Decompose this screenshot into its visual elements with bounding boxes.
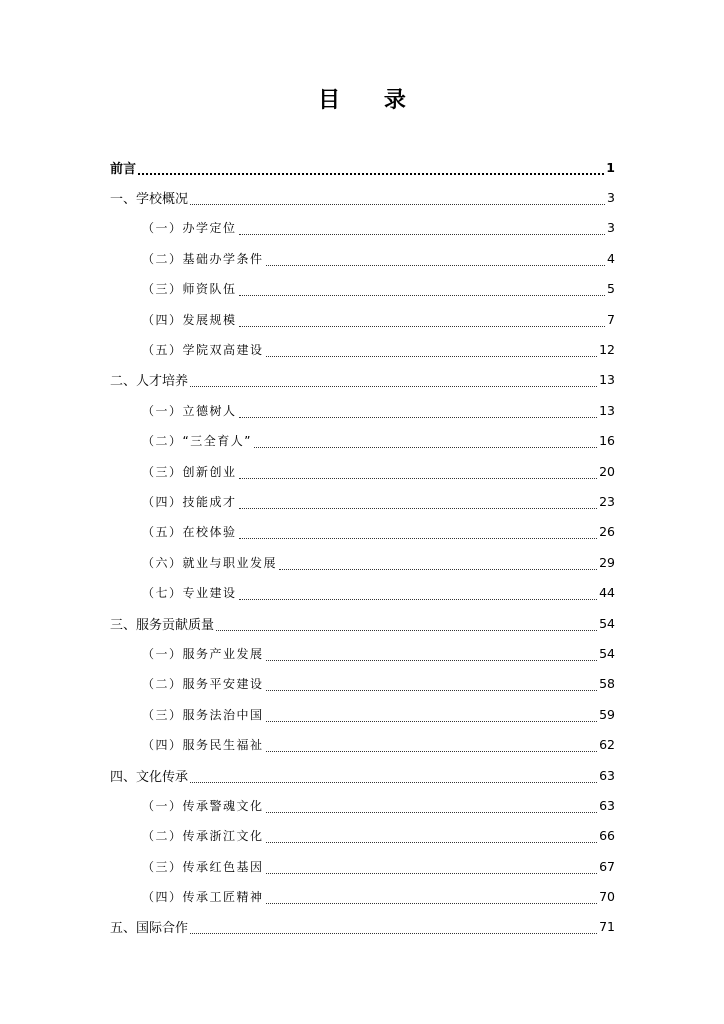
toc-entry-label: （三）创新创业 [142,464,237,479]
toc-entry-page-number: 20 [599,463,615,479]
toc-entry-page-number: 62 [599,737,615,753]
toc-entry-page-number: 29 [599,554,615,570]
toc-entry[interactable] [110,669,615,699]
toc-dot-leader [216,620,597,631]
toc-entry[interactable] [110,152,615,182]
toc-entry-label: （一）传承警魂文化 [142,798,264,813]
toc-entry[interactable] [110,274,615,304]
toc-entry-page-number: 67 [599,858,615,874]
toc-entry[interactable] [110,760,615,790]
toc-dot-leader [279,559,597,570]
toc-dot-leader [138,163,604,175]
toc-entry-label: （四）技能成才 [142,494,237,509]
toc-entry[interactable] [110,213,615,243]
toc-entry-page-number: 16 [599,433,615,449]
toc-entry-label: 五、国际合作 [110,921,189,937]
toc-entry-label: （二）基础办学条件 [142,251,264,266]
toc-dot-leader [239,285,606,296]
page-title: 目 录 [318,88,424,113]
toc-entry-label: 四、文化传承 [110,769,189,785]
toc-entry[interactable] [110,699,615,729]
toc-entry-page-number: 1 [606,159,615,175]
toc-entry[interactable] [110,608,615,638]
toc-dot-leader [266,680,598,691]
toc-entry[interactable] [110,243,615,273]
toc-entry-page-number: 23 [599,493,615,509]
toc-dot-leader [254,437,597,448]
toc-dot-leader [239,468,598,479]
toc-entry-label: （一）立德树人 [142,403,237,418]
toc-entry-label: （三）传承红色基因 [142,859,264,874]
toc-dot-leader [239,224,606,235]
toc-dot-leader [266,832,598,843]
toc-entry-page-number: 71 [599,919,615,935]
toc-entry-page-number: 59 [599,706,615,722]
toc-entry[interactable] [110,304,615,334]
toc-dot-leader [266,255,606,266]
toc-entry[interactable] [110,638,615,668]
toc-entry-page-number: 54 [599,645,615,661]
toc-dot-leader [239,528,598,539]
toc-dot-leader [266,650,598,661]
toc-entry-page-number: 13 [599,402,615,418]
toc-dot-leader [239,407,598,418]
toc-entry[interactable] [110,790,615,820]
toc-entry-page-number: 7 [607,311,615,327]
toc-entry-label: 前言 [110,161,137,177]
toc-entry[interactable] [110,334,615,364]
toc-dot-leader [266,741,598,752]
toc-entry[interactable] [110,486,615,516]
toc-entry-label: （五）在校体验 [142,525,237,540]
toc-entry-page-number: 3 [607,190,615,206]
toc-entry[interactable] [110,851,615,881]
toc-entry-label: （三）服务法治中国 [142,707,264,722]
toc-entry-label: 一、学校概况 [110,192,189,208]
toc-dot-leader [190,772,597,783]
toc-entry[interactable] [110,426,615,456]
toc-dot-leader [239,498,598,509]
toc-dot-leader [190,923,597,934]
toc-dot-leader [190,194,605,205]
toc-entry-page-number: 13 [599,372,615,388]
toc-entry-page-number: 63 [599,797,615,813]
toc-entry[interactable] [110,577,615,607]
toc-dot-leader [266,893,598,904]
toc-entry-label: （一）办学定位 [142,221,237,236]
toc-entry-page-number: 44 [599,585,615,601]
toc-entry-page-number: 70 [599,889,615,905]
toc-entry-label: （一）服务产业发展 [142,646,264,661]
toc-entry-page-number: 54 [599,615,615,631]
toc-entry-label: （三）师资队伍 [142,282,237,297]
toc-entry[interactable] [110,821,615,851]
toc-entry[interactable] [110,547,615,577]
toc-entry-page-number: 12 [599,342,615,358]
toc-entry-page-number: 66 [599,828,615,844]
toc-entry-label: （四）传承工匠精神 [142,890,264,905]
toc-entry[interactable] [110,395,615,425]
toc-dot-leader [239,589,598,600]
toc-entry[interactable] [110,881,615,911]
table-of-contents [110,152,615,942]
toc-entry-label: （二）服务平安建设 [142,677,264,692]
toc-dot-leader [266,863,598,874]
toc-entry-label: （六）就业与职业发展 [142,555,278,570]
toc-entry[interactable] [110,517,615,547]
toc-entry-page-number: 58 [599,676,615,692]
toc-entry-page-number: 4 [607,250,615,266]
toc-entry-label: （五）学院双高建设 [142,343,264,358]
toc-entry-label: （二）传承浙江文化 [142,829,264,844]
toc-entry[interactable] [110,912,615,942]
toc-entry[interactable] [110,456,615,486]
toc-entry[interactable] [110,729,615,759]
toc-entry-label: 三、服务贡献质量 [110,617,215,633]
toc-entry-page-number: 63 [599,767,615,783]
toc-dot-leader [266,711,598,722]
toc-entry-page-number: 3 [607,220,615,236]
toc-dot-leader [239,316,606,327]
toc-entry-label: 二、人才培养 [110,374,189,390]
toc-entry-label: （七）专业建设 [142,586,237,601]
toc-entry-label: （四）发展规模 [142,312,237,327]
toc-dot-leader [266,802,598,813]
toc-dot-leader [266,346,598,357]
toc-entry-page-number: 5 [607,281,615,297]
toc-entry[interactable] [110,365,615,395]
toc-entry-label: （四）服务民生福祉 [142,738,264,753]
toc-dot-leader [190,376,597,387]
toc-entry-page-number: 26 [599,524,615,540]
toc-entry-label: （二）“三全育人” [142,434,252,449]
toc-entry[interactable] [110,182,615,212]
